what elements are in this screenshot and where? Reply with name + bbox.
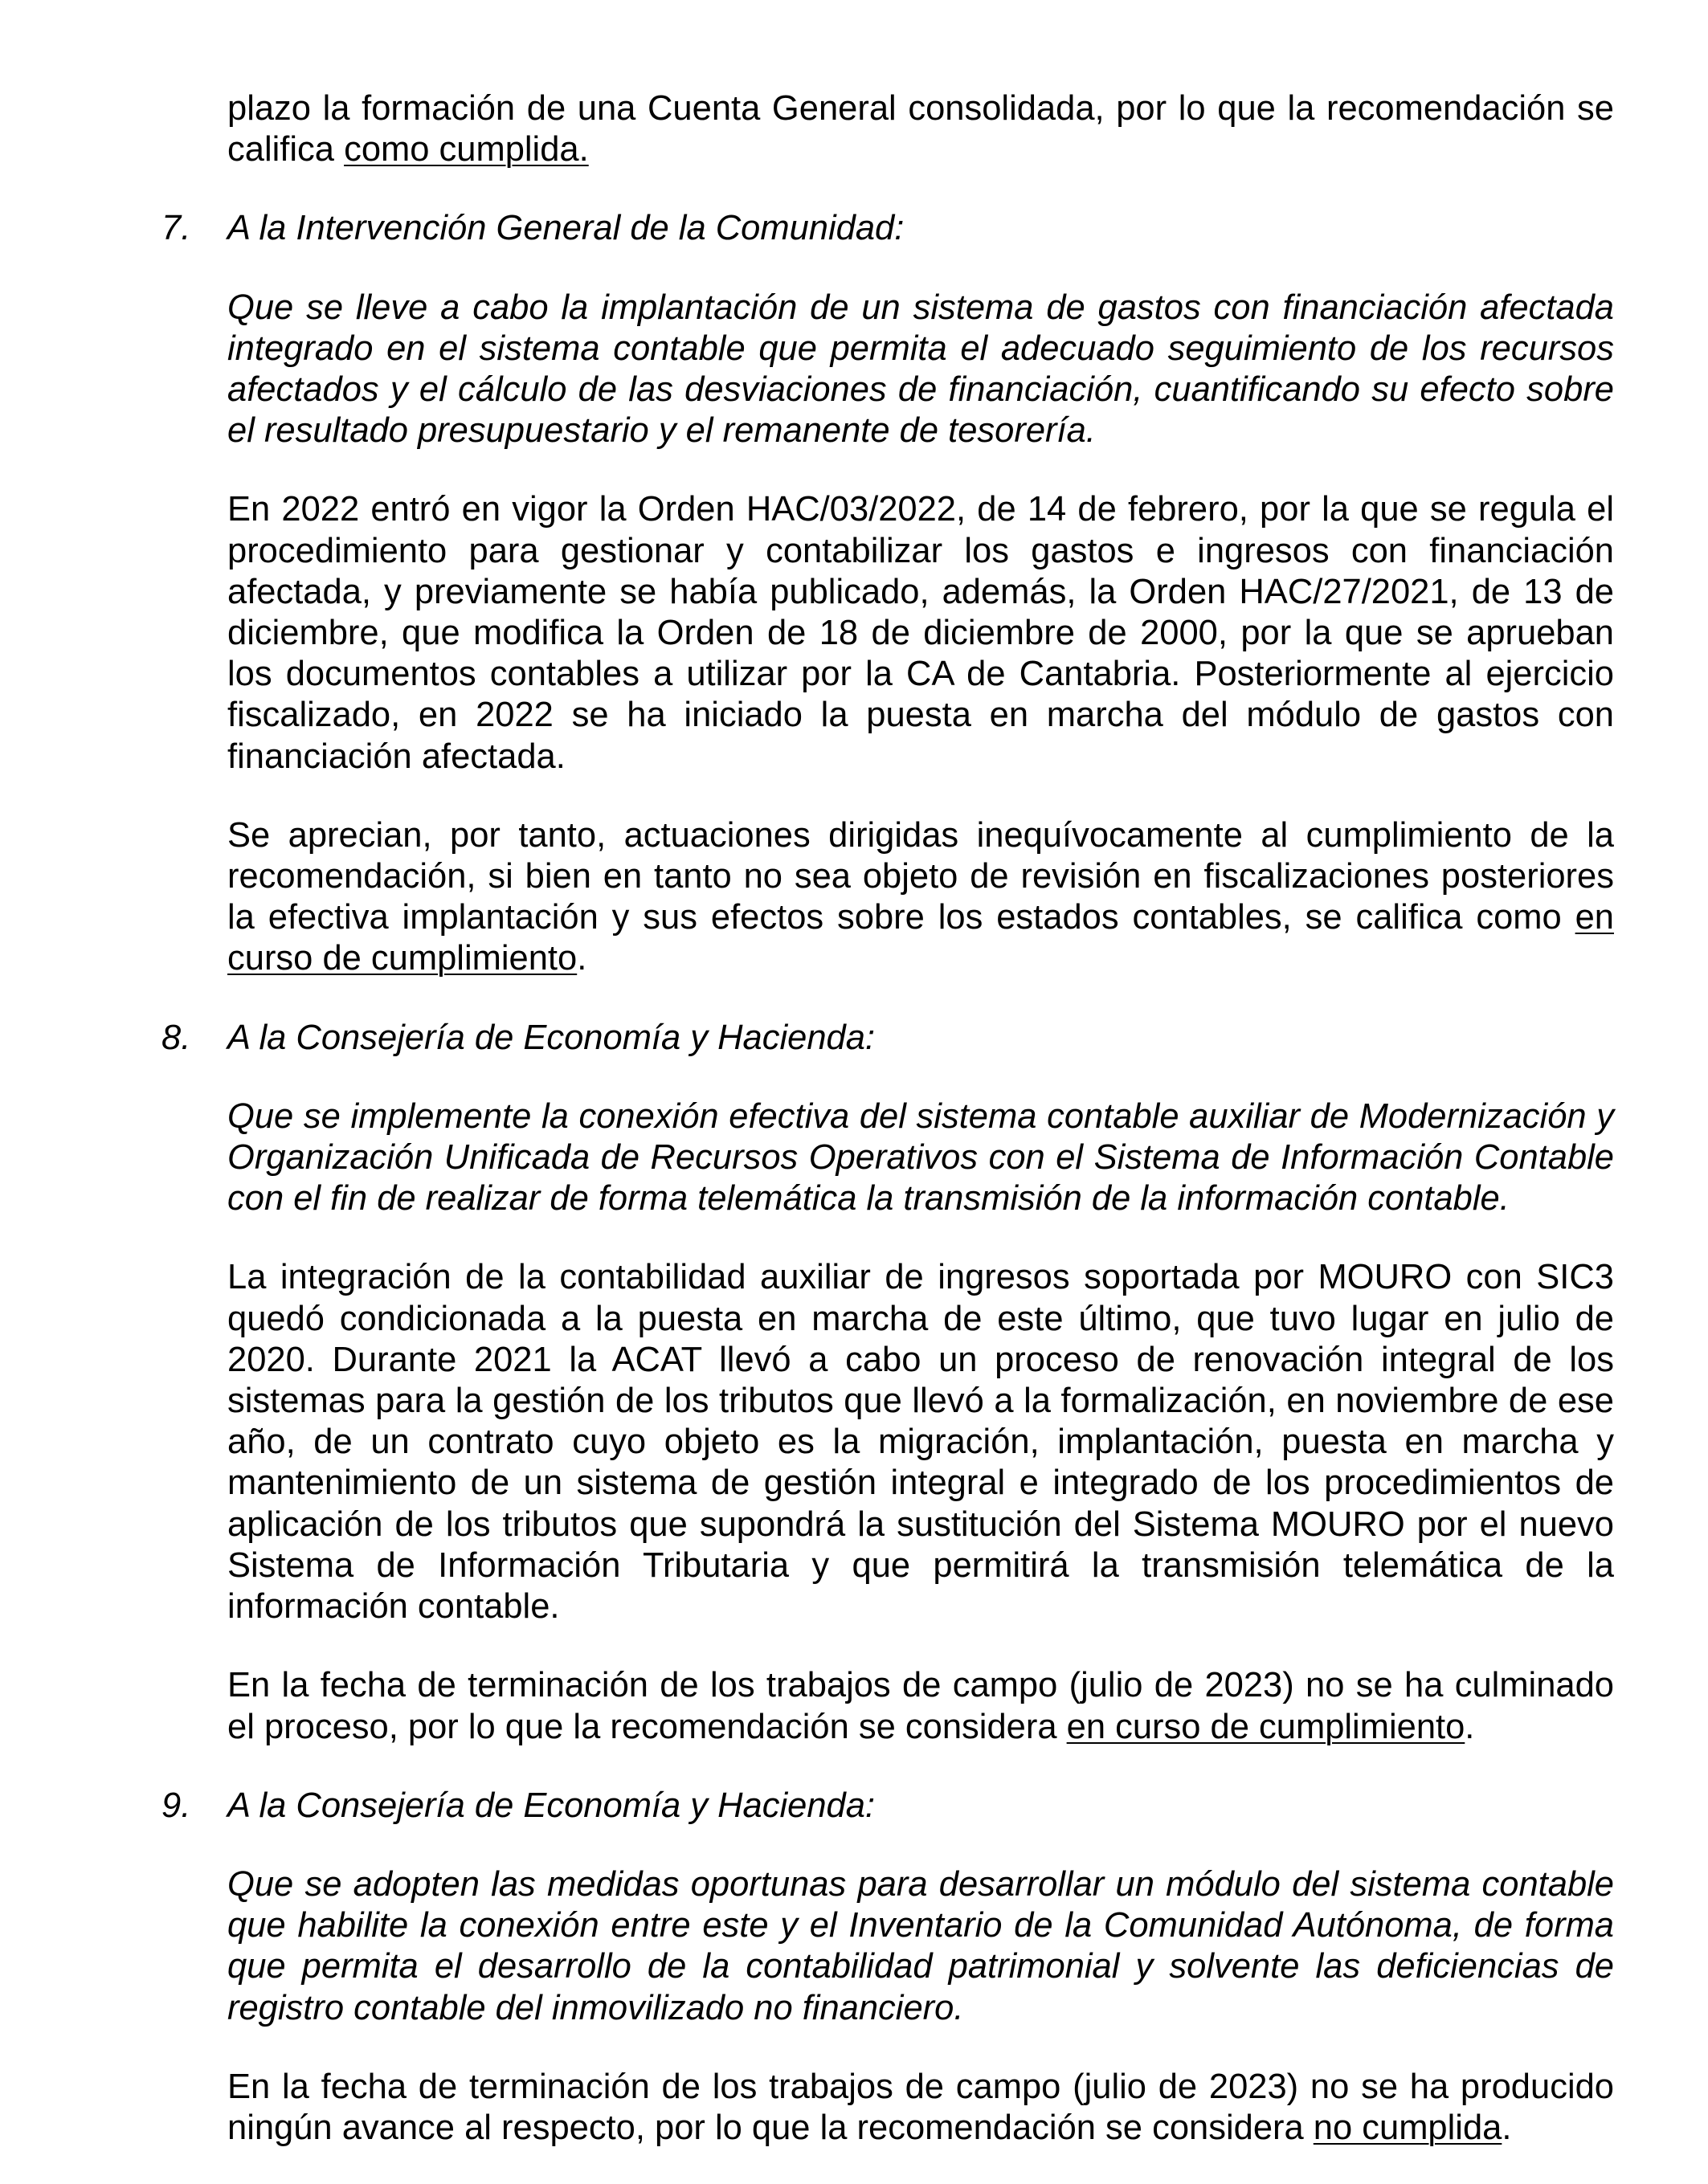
- item-7-conclusion: [227, 815, 1614, 980]
- item-8-addressee: A la Consejería de Economía y Hacienda:: [227, 1018, 876, 1057]
- item-8-status: en curso de cumplimiento: [1066, 1707, 1465, 1746]
- item-7-paragraph: En 2022 entró en vigor la Orden HAC/03/2022, de 14 de febrero, por la que se regula el procedimiento para gestionar y contabilizar los gastos e ingresos con financiación afectada, y previamente se había publicado, además, la Orden HAC/27/2021, de 13 de diciembre, que modifica la Orden de 18 de diciembre de 2000, por la que se aprueban los documentos contables a utilizar por la CA de Cantabria. Posteriormente al ejercicio fiscalizado, en 2022 se ha iniciado la puesta en marcha del módulo de gastos con financiación afectada.: [227, 490, 1614, 776]
- item-9-recommendation: Que se adopten las medidas oportunas para desarrollar un módulo del sistema contable que habilite la conexión entre este y el Inventario de la Comunidad Autónoma, de forma que permita el desarrollo de la contabilidad patrimonial y solvente las deficiencias de registro contable del inmovilizado no financiero.: [227, 1864, 1614, 2027]
- item-9-addressee: A la Consejería de Economía y Hacienda:: [227, 1786, 876, 1825]
- item-8-heading: [161, 1018, 1614, 1059]
- item-7-number: 7.: [161, 209, 191, 248]
- item-9-end: .: [1502, 2108, 1512, 2147]
- item-8-conclusion: [227, 1665, 1614, 1747]
- item-7-status: en curso de cumplimiento: [227, 898, 1614, 978]
- item-7-conclusion-text: Se aprecian, por tanto, actuaciones dirigidas inequívocamente al cumplimiento de la recomendación, si bien en tanto no sea objeto de revisión en fiscalizaciones posteriores la efectiva implantación y sus efectos sobre los estados contables, se califica como: [227, 815, 1614, 937]
- intro-text: plazo la formación de una Cuenta General consolidada, por lo que la recomendación se califica: [227, 89, 1614, 169]
- intro-status: como cumplida.: [344, 130, 589, 169]
- item-8-recommendation: Que se implemente la conexión efectiva del sistema contable auxiliar de Modernización y Organización Unificada de Recursos Operativos con el Sistema de Información Contable con el fin de realizar de forma telemática la transmisión de la información contable.: [227, 1096, 1614, 1219]
- item-8-number: 8.: [161, 1018, 191, 1057]
- item-8-conclusion-text: En la fecha de terminación de los trabajos de campo (julio de 2023) no se ha culminado el proceso, por lo que la recomendación se considera: [227, 1666, 1614, 1746]
- item-7-addressee: A la Intervención General de la Comunidad:: [227, 209, 905, 248]
- item-9-conclusion-text: En la fecha de terminación de los trabajos de campo (julio de 2023) no se ha producido ningún avance al respecto, por lo que la recomendación se considera: [227, 2067, 1614, 2147]
- intro-paragraph: [227, 88, 1614, 170]
- item-9-heading: [161, 1786, 1614, 1827]
- item-9-status: no cumplida: [1313, 2108, 1502, 2147]
- item-9-number: 9.: [161, 1786, 191, 1825]
- item-9-conclusion: [227, 2067, 1614, 2149]
- page-content: [161, 88, 1614, 2149]
- item-7-recommendation: Que se lleve a cabo la implantación de un sistema de gastos con financiación afectada integrado en el sistema contable que permita el adecuado seguimiento de los recursos afectados y el cálculo de las desviaciones de financiación, cuantificando su efecto sobre el resultado presupuestario y el remanente de tesorería.: [227, 288, 1614, 451]
- item-7-end: .: [577, 939, 587, 978]
- item-7-heading: [161, 208, 1614, 249]
- item-8-end: .: [1465, 1707, 1475, 1746]
- item-8-paragraph: La integración de la contabilidad auxiliar de ingresos soportada por MOURO con SIC3 quedó condicionada a la puesta en marcha de este último, que tuvo lugar en julio de 2020. Durante 2021 la ACAT llevó a cabo un proceso de renovación integral de los sistemas para la gestión de los tributos que llevó a la formalización, en noviembre de ese año, de un contrato cuyo objeto es la migración, implantación, puesta en marcha y mantenimiento de un sistema de gestión integral e integrado de los procedimientos de aplicación de los tributos que supondrá la sustitución del Sistema MOURO por el nuevo Sistema de Información Tributaria y que permitirá la transmisión telemática de la información contable.: [227, 1258, 1614, 1627]
